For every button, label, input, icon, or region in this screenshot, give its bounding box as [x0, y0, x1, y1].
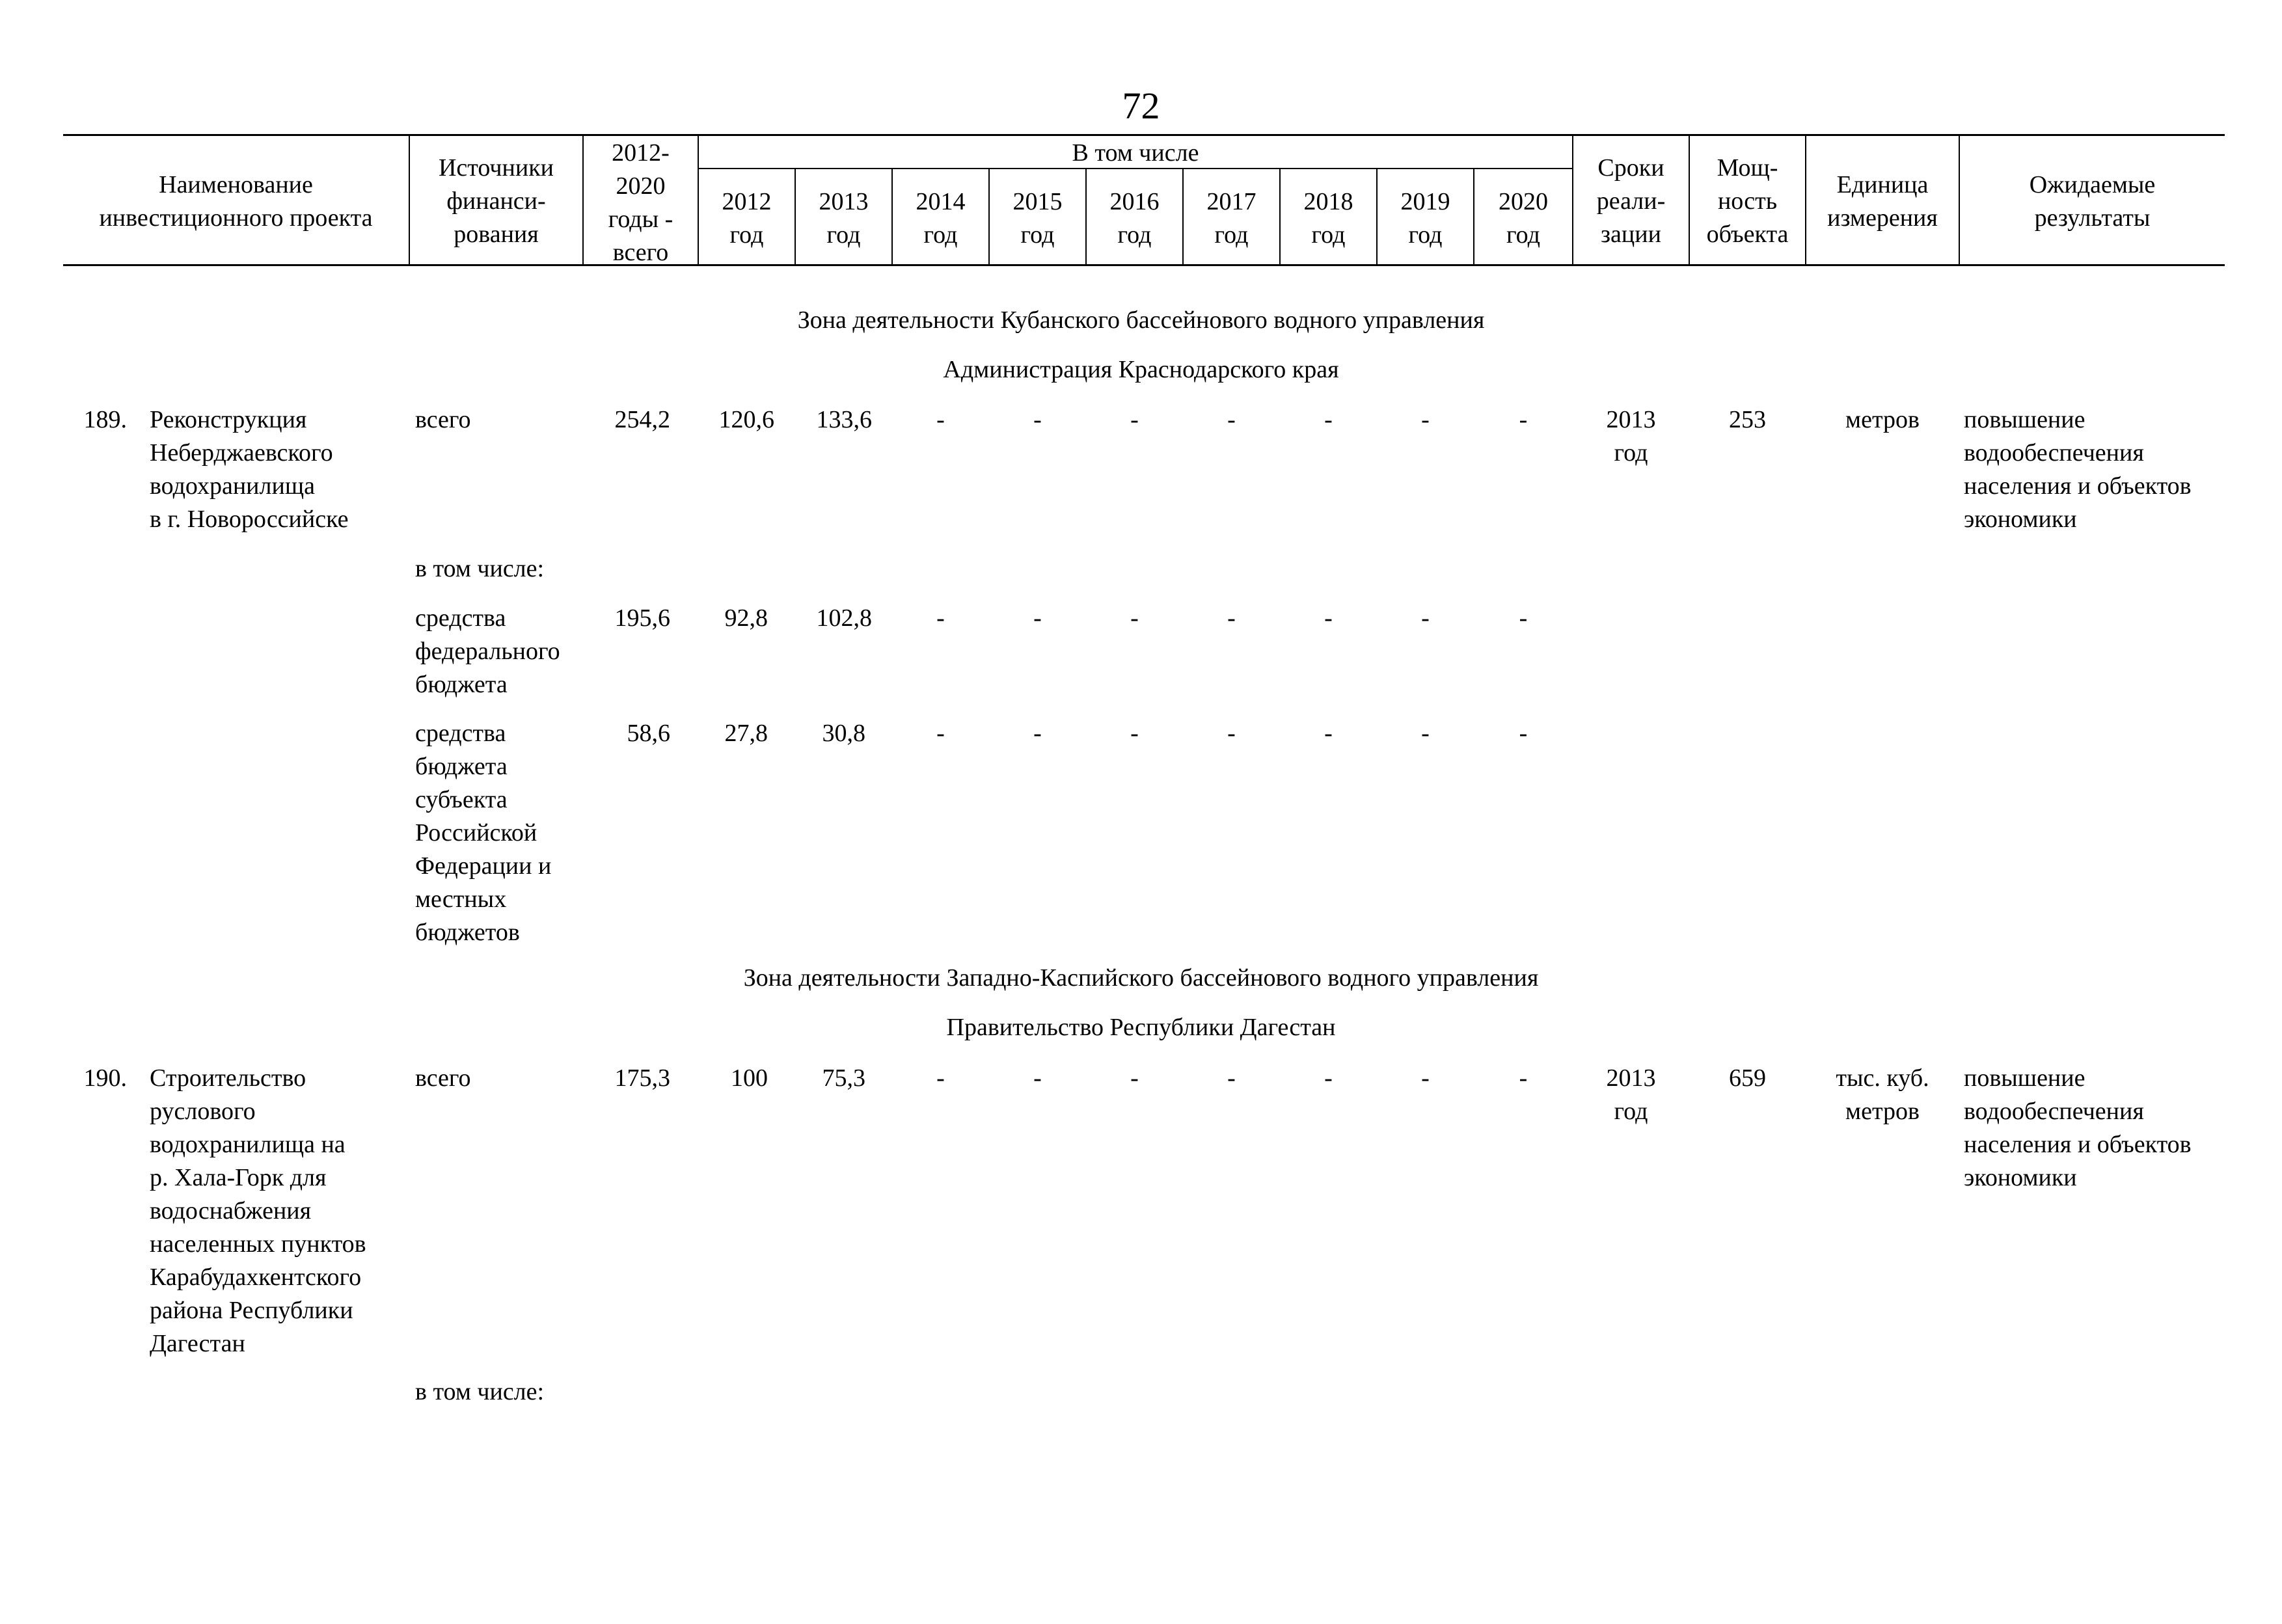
dash-2019: - — [1421, 406, 1430, 433]
capacity-value: 253 — [1729, 406, 1766, 433]
expected-results: повышение водообеспечения населения и объектов экономики — [1964, 1064, 2192, 1191]
value-2012: 27,8 — [724, 720, 768, 747]
zone-title: Зона деятельности Кубанского бассейнового водного управления — [797, 306, 1485, 334]
header-year-2017: 2017 год — [1206, 188, 1256, 249]
dash-2018: - — [1324, 406, 1333, 433]
capacity-value: 659 — [1729, 1064, 1766, 1092]
unit-value: метров — [1845, 406, 1920, 433]
dash-2015: - — [1033, 720, 1042, 747]
dash-2015: - — [1033, 604, 1042, 632]
header-bottom-rule — [63, 264, 2225, 266]
dash-2015: - — [1033, 1064, 1042, 1092]
dash-2020: - — [1519, 604, 1528, 632]
header-total: 2012- 2020 годы - всего — [608, 139, 673, 266]
dash-2018: - — [1324, 1064, 1333, 1092]
zone-title: Зона деятельности Западно-Каспийского бассейнового водного управления — [743, 964, 1539, 992]
value-2013: 102,8 — [816, 604, 872, 632]
total-value: 195,6 — [614, 604, 670, 632]
header-year-2014: 2014 год — [916, 188, 966, 249]
dash-2016: - — [1130, 604, 1139, 632]
dash-2017: - — [1227, 1064, 1236, 1092]
header-capacity: Мощ- ность объекта — [1706, 154, 1789, 248]
term-value: 2013 год — [1606, 1064, 1656, 1125]
source-label: всего — [415, 1064, 471, 1092]
expected-results: повышение водообеспечения населения и объектов экономики — [1964, 406, 2192, 533]
dash-2018: - — [1324, 604, 1333, 632]
header-top-rule — [63, 134, 2225, 136]
dash-2016: - — [1130, 720, 1139, 747]
dash-2020: - — [1519, 720, 1528, 747]
dash-2014: - — [936, 406, 945, 433]
dash-2020: - — [1519, 1064, 1528, 1092]
value-2013: 30,8 — [822, 720, 865, 747]
header-including: В том числе — [1072, 139, 1199, 167]
term-value: 2013 год — [1606, 406, 1656, 467]
project-number: 190. — [83, 1064, 127, 1092]
source-label: всего — [415, 406, 471, 433]
total-value: 254,2 — [614, 406, 670, 433]
including-label: в том числе: — [415, 555, 545, 582]
value-2012: 120,6 — [718, 406, 774, 433]
dash-2017: - — [1227, 406, 1236, 433]
dash-2014: - — [936, 1064, 945, 1092]
dash-2019: - — [1421, 1064, 1430, 1092]
header-project-name: Наименование инвестиционного проекта — [99, 171, 373, 232]
header-year-2016: 2016 год — [1109, 188, 1160, 249]
dash-2014: - — [936, 720, 945, 747]
dash-2017: - — [1227, 720, 1236, 747]
header-terms: Сроки реали- зации — [1596, 154, 1666, 248]
header-year-2018: 2018 год — [1303, 188, 1353, 249]
header-year-2013: 2013 год — [819, 188, 869, 249]
value-2013: 133,6 — [816, 406, 872, 433]
header-year-2019: 2019 год — [1400, 188, 1450, 249]
header-expected: Ожидаемые результаты — [2029, 171, 2156, 232]
value-2013: 75,3 — [822, 1064, 865, 1092]
unit-value: тыс. куб. метров — [1836, 1064, 1929, 1125]
source-label: средства федерального бюджета — [415, 604, 560, 698]
authority-title: Правительство Республики Дагестан — [946, 1014, 1336, 1041]
dash-2016: - — [1130, 1064, 1139, 1092]
dash-2018: - — [1324, 720, 1333, 747]
header-year-2020: 2020 год — [1499, 188, 1548, 249]
dash-2017: - — [1227, 604, 1236, 632]
project-name: Строительство руслового водохранилища на р. Хала-Горк для водоснабжения населенных пунктов Карабудахкентского района Республики Дагестан — [150, 1064, 366, 1357]
authority-title: Администрация Краснодарского края — [943, 356, 1339, 383]
value-2012: 92,8 — [724, 604, 768, 632]
dash-2019: - — [1421, 604, 1430, 632]
page-number: 72 — [1122, 85, 1160, 127]
header-sources: Источники финанси- рования — [438, 154, 554, 248]
project-name: Реконструкция Неберджаевского водохранилища в г. Новороссийске — [150, 406, 349, 533]
header-year-2012: 2012 год — [722, 188, 772, 249]
value-2012: 100 — [731, 1064, 768, 1092]
total-value: 175,3 — [614, 1064, 670, 1092]
dash-2020: - — [1519, 406, 1528, 433]
project-number: 189. — [83, 406, 127, 433]
including-label: в том числе: — [415, 1378, 545, 1405]
total-value: 58,6 — [627, 720, 670, 747]
dash-2019: - — [1421, 720, 1430, 747]
dash-2014: - — [936, 604, 945, 632]
dash-2015: - — [1033, 406, 1042, 433]
header-unit: Единица измерения — [1827, 171, 1938, 232]
header-year-2015: 2015 год — [1012, 188, 1063, 249]
dash-2016: - — [1130, 406, 1139, 433]
source-label: средства бюджета субъекта Российской Федерации и местных бюджетов — [415, 720, 552, 946]
